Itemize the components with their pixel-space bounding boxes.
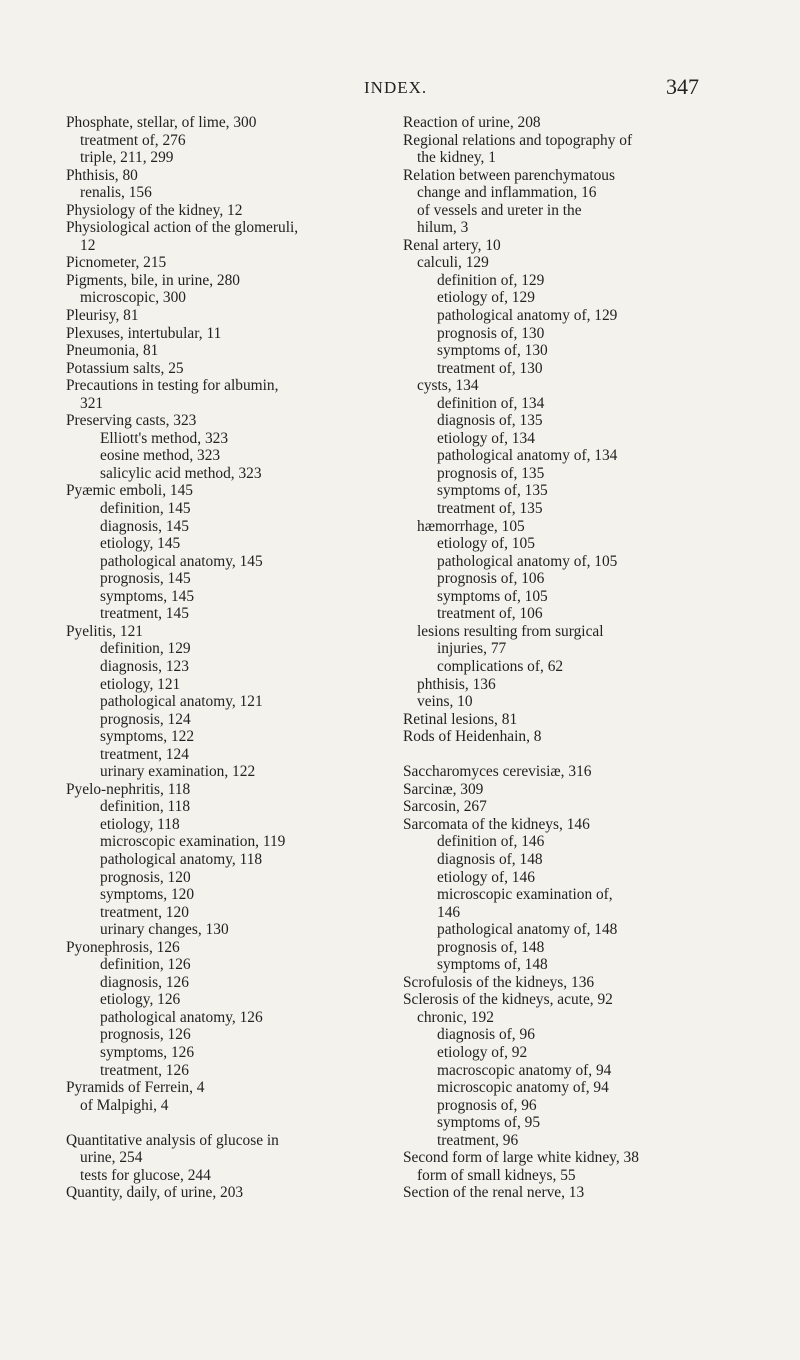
page-number: 347: [666, 74, 699, 99]
index-subentry: symptoms of, 148: [437, 956, 548, 974]
index-subentry: treatment, 126: [100, 1061, 189, 1079]
index-subentry: 321: [80, 394, 104, 412]
index-subentry: etiology, 126: [100, 991, 181, 1009]
index-subentry: definition of, 134: [437, 394, 545, 412]
index-entry: Quantitative analysis of glucose in: [66, 1131, 279, 1149]
index-subentry: pathological anatomy of, 148: [437, 921, 618, 939]
index-subentry: macroscopic anatomy of, 94: [437, 1061, 612, 1079]
index-subentry: pathological anatomy, 126: [100, 1008, 263, 1026]
index-subentry: etiology, 145: [100, 535, 181, 553]
index-subentry: pathological anatomy of, 129: [437, 307, 618, 325]
index-subentry: triple, 211, 299: [80, 149, 174, 167]
index-entry: Quantity, daily, of urine, 203: [66, 1184, 244, 1202]
index-subentry: 146: [437, 903, 461, 921]
index-subentry: form of small kidneys, 55: [417, 1166, 576, 1184]
index-entry: Section of the renal nerve, 13: [403, 1184, 585, 1202]
index-entry: Renal artery, 10: [403, 236, 501, 254]
index-subentry: symptoms of, 105: [437, 587, 548, 605]
index-subentry: renalis, 156: [80, 184, 152, 202]
index-subentry: microscopic examination, 119: [100, 833, 286, 851]
index-entry: Sarcosin, 267: [403, 798, 487, 816]
index-entry: Phosphate, stellar, of lime, 300: [66, 114, 257, 131]
index-entry: Preserving casts, 323: [66, 412, 197, 430]
index-subentry: of vessels and ureter in the: [417, 201, 582, 219]
index-subentry: pathological anatomy, 118: [100, 850, 263, 868]
index-entry: Phthisis, 80: [66, 166, 138, 184]
index-subentry: prognosis of, 135: [437, 464, 545, 482]
index-subentry: diagnosis, 145: [100, 517, 189, 535]
index-subentry: definition, 129: [100, 640, 191, 658]
index-entry: Rods of Heidenhain, 8: [403, 728, 542, 746]
index-subentry: treatment, 145: [100, 605, 189, 623]
index-subentry: treatment of, 106: [437, 605, 543, 623]
index-subentry: pathological anatomy of, 134: [437, 447, 618, 465]
index-entry: Pyramids of Ferrein, 4: [66, 1079, 205, 1097]
index-entry: Plexuses, intertubular, 11: [66, 324, 222, 342]
index-entry: Relation between parenchymatous: [403, 166, 615, 184]
index-subentry: treatment, 120: [100, 903, 189, 921]
index-subentry: treatment, 96: [437, 1131, 519, 1149]
index-subentry: treatment of, 135: [437, 500, 543, 518]
index-subentry: cysts, 134: [417, 377, 479, 395]
index-subentry: microscopic anatomy of, 94: [437, 1079, 609, 1097]
index-entry: Sarcomata of the kidneys, 146: [403, 815, 590, 833]
index-subentry: definition of, 146: [437, 833, 545, 851]
index-subentry: 12: [80, 236, 96, 254]
index-subentry: definition of, 129: [437, 271, 545, 289]
index-entry: Pneumonia, 81: [66, 342, 159, 360]
index-subentry: microscopic, 300: [80, 289, 186, 307]
index-subentry: definition, 145: [100, 500, 191, 518]
index-entry: Physiology of the kidney, 12: [66, 201, 243, 219]
index-subentry: etiology, 118: [100, 815, 180, 833]
index-column-left: [66, 114, 384, 1202]
index-column-right: [403, 114, 733, 1202]
index-subentry: definition, 118: [100, 798, 191, 816]
index-subentry: diagnosis of, 148: [437, 850, 543, 868]
index-subentry: hilum, 3: [417, 219, 469, 237]
index-subentry: etiology of, 129: [437, 289, 535, 307]
index-subentry: symptoms, 145: [100, 587, 195, 605]
index-subentry: prognosis, 124: [100, 710, 191, 728]
index-entry: Regional relations and topography of: [403, 131, 633, 149]
index-subentry: symptoms, 120: [100, 886, 195, 904]
index-subentry: salicylic acid method, 323: [100, 464, 262, 482]
index-entry: Saccharomyces cerevisiæ, 316: [403, 763, 592, 781]
index-subentry: diagnosis of, 96: [437, 1026, 535, 1044]
index-entry: Second form of large white kidney, 38: [403, 1149, 639, 1167]
index-subentry: hæmorrhage, 105: [417, 517, 525, 535]
index-entry: Retinal lesions, 81: [403, 710, 518, 728]
index-subentry: etiology, 121: [100, 675, 181, 693]
index-subentry: symptoms, 126: [100, 1043, 195, 1061]
running-title: INDEX.: [364, 78, 428, 97]
index-entry: Potassium salts, 25: [66, 359, 184, 377]
index-entry: Physiological action of the glomeruli,: [66, 219, 299, 237]
index-subentry: phthisis, 136: [417, 675, 496, 693]
index-subentry: treatment, 124: [100, 745, 189, 763]
index-entry: Reaction of urine, 208: [403, 114, 541, 131]
index-subentry: urinary examination, 122: [100, 763, 256, 781]
index-subentry: pathological anatomy, 121: [100, 693, 263, 711]
index-subentry: symptoms, 122: [100, 728, 195, 746]
index-subentry: prognosis of, 130: [437, 324, 545, 342]
page-header: [0, 74, 800, 106]
index-entry: Scrofulosis of the kidneys, 136: [403, 973, 595, 991]
index-subentry: injuries, 77: [437, 640, 507, 658]
index-subentry: veins, 10: [417, 693, 473, 711]
index-subentry: prognosis, 120: [100, 868, 191, 886]
index-entry: Picnometer, 215: [66, 254, 167, 272]
index-subentry: diagnosis, 126: [100, 973, 189, 991]
index-subentry: of Malpighi, 4: [80, 1096, 169, 1114]
index-subentry: prognosis, 145: [100, 570, 191, 588]
index-subentry: pathological anatomy of, 105: [437, 552, 618, 570]
index-subentry: pathological anatomy, 145: [100, 552, 263, 570]
index-entry: Precautions in testing for albumin,: [66, 377, 279, 395]
index-subentry: symptoms of, 130: [437, 342, 548, 360]
index-subentry: lesions resulting from surgical: [417, 622, 604, 640]
index-subentry: etiology of, 105: [437, 535, 535, 553]
index-subentry: urinary changes, 130: [100, 921, 229, 939]
index-subentry: definition, 126: [100, 956, 191, 974]
index-subentry: prognosis of, 96: [437, 1096, 537, 1114]
index-subentry: etiology of, 134: [437, 429, 535, 447]
index-subentry: Elliott's method, 323: [100, 429, 229, 447]
index-subentry: chronic, 192: [417, 1008, 494, 1026]
index-subentry: symptoms of, 135: [437, 482, 548, 500]
index-entry: Pleurisy, 81: [66, 307, 139, 325]
index-subentry: complications of, 62: [437, 657, 564, 675]
index-entry: Pyonephrosis, 126: [66, 938, 180, 956]
index-subentry: prognosis, 126: [100, 1026, 191, 1044]
entry-gap: [403, 746, 733, 764]
index-subentry: tests for glucose, 244: [80, 1166, 211, 1184]
index-entry: Sclerosis of the kidneys, acute, 92: [403, 991, 613, 1009]
index-subentry: prognosis of, 106: [437, 570, 545, 588]
index-entry: Pigments, bile, in urine, 280: [66, 271, 240, 289]
index-subentry: diagnosis, 123: [100, 657, 189, 675]
index-entry: Pyæmic emboli, 145: [66, 482, 193, 500]
index-subentry: etiology of, 92: [437, 1043, 528, 1061]
index-entry: Pyelitis, 121: [66, 622, 143, 640]
index-subentry: eosine method, 323: [100, 447, 221, 465]
index-subentry: microscopic examination of,: [437, 886, 613, 904]
index-subentry: the kidney, 1: [417, 149, 496, 167]
entry-gap: [66, 1114, 384, 1132]
index-subentry: symptoms of, 95: [437, 1114, 541, 1132]
index-subentry: treatment of, 276: [80, 131, 186, 149]
index-entry: Sarcinæ, 309: [403, 780, 484, 798]
index-subentry: prognosis of, 148: [437, 938, 545, 956]
index-entry: Pyelo-nephritis, 118: [66, 780, 191, 798]
index-subentry: urine, 254: [80, 1149, 143, 1167]
index-subentry: etiology of, 146: [437, 868, 535, 886]
index-subentry: diagnosis of, 135: [437, 412, 543, 430]
index-subentry: calculi, 129: [417, 254, 489, 272]
index-subentry: treatment of, 130: [437, 359, 543, 377]
index-subentry: change and inflammation, 16: [417, 184, 597, 202]
